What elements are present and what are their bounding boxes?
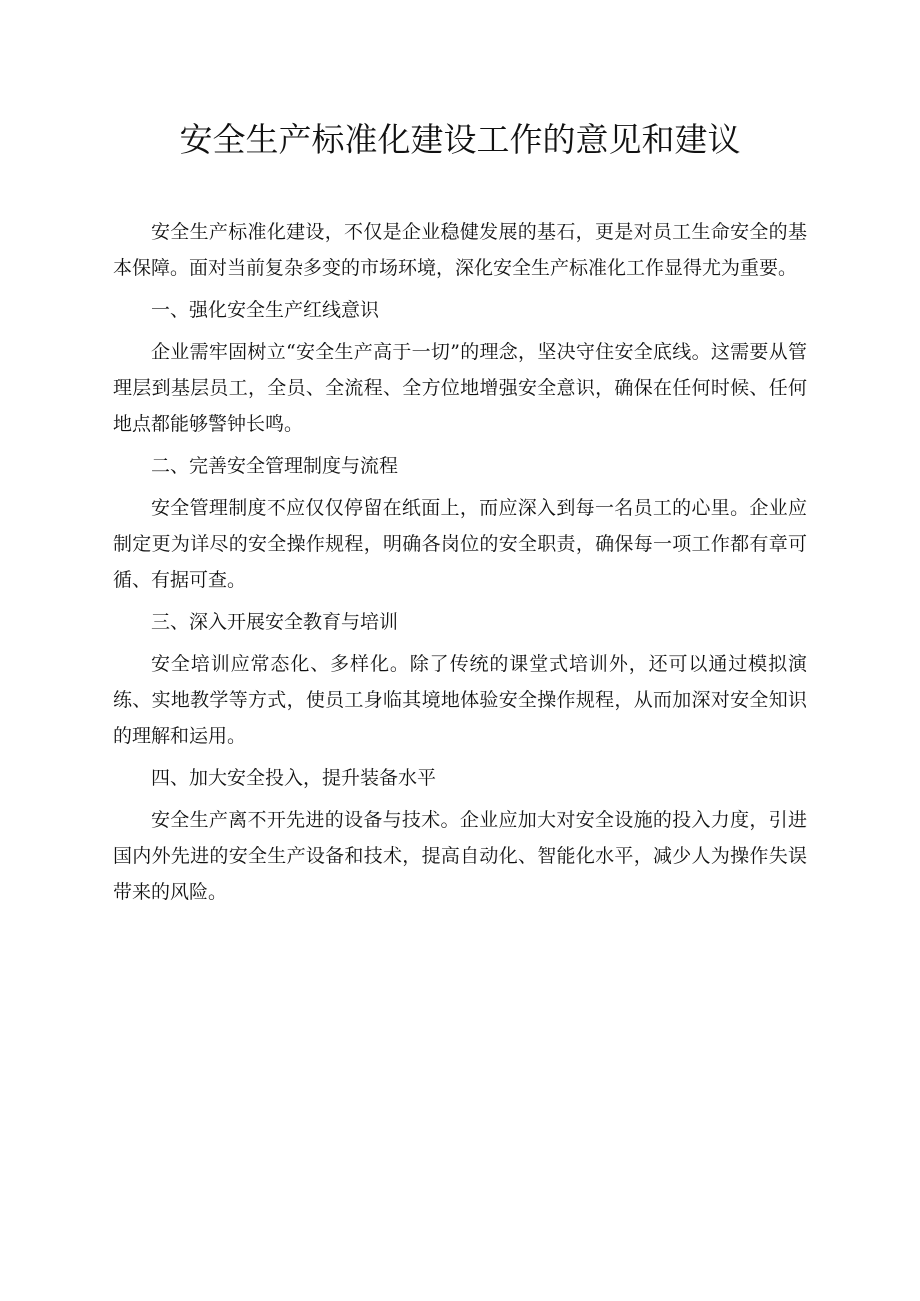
section-heading-3: 三、深入开展安全教育与培训: [151, 611, 399, 633]
section-body-2: 安全管理制度不应仅仅停留在纸面上，而应深入到每一名员工的心里。企业应制定更为详尽的安全操作规程，明确各岗位的安全职责，确保每一项工作都有章可循、有据可查。: [113, 497, 807, 591]
section-body-1: 企业需牢固树立“安全生产高于一切”的理念，坚决守住安全底线。这需要从管理层到基层员工，全员、全流程、全方位地增强安全意识，确保在任何时候、任何地点都能够警钟长鸣。: [113, 341, 807, 435]
intro-paragraph: 安全生产标准化建设，不仅是企业稳健发展的基石，更是对员工生命安全的基本保障。面对当前复杂多变的市场环境，深化安全生产标准化工作显得尤为重要。: [113, 221, 807, 279]
document-body: [113, 214, 807, 910]
document-title: 安全生产标准化建设工作的意见和建议: [179, 120, 741, 159]
section-heading-2: 二、完善安全管理制度与流程: [151, 455, 399, 477]
section-heading-1: 一、强化安全生产红线意识: [151, 299, 380, 321]
section-body-3: 安全培训应常态化、多样化。除了传统的课堂式培训外，还可以通过模拟演练、实地教学等方式，使员工身临其境地体验安全操作规程，从而加深对安全知识的理解和运用。: [113, 653, 807, 747]
section-heading-4: 四、加大安全投入，提升装备水平: [151, 767, 437, 789]
section-body-4: 安全生产离不开先进的设备与技术。企业应加大对安全设施的投入力度，引进国内外先进的安全生产设备和技术，提高自动化、智能化水平，减少人为操作失误带来的风险。: [113, 809, 807, 903]
